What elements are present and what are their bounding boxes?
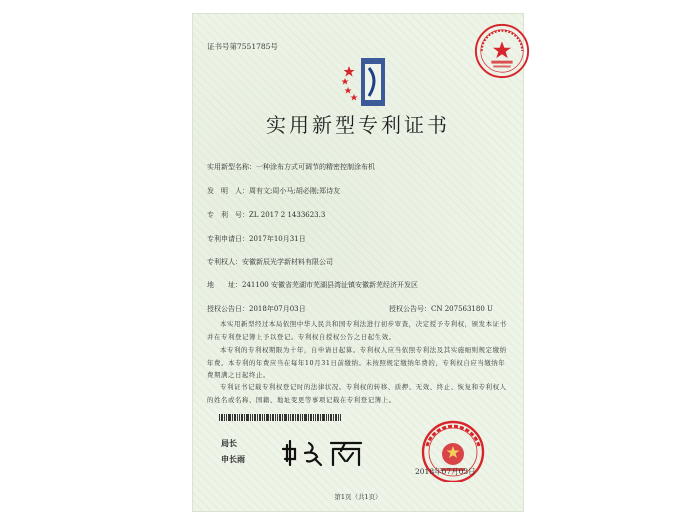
patent-office-seal-icon [473,22,531,80]
address-value: 241100 安徽省芜湖市芜湖县湾沚镇安徽新芜经济开发区 [242,281,418,289]
grant-date-label: 授权公告日： [207,305,249,313]
filing-date-row [207,234,306,244]
certificate-sheet [193,14,523,511]
director-title: 局长 [221,439,237,448]
patent-number-label: 专 利 号： [207,211,249,219]
inventor-row [207,186,340,196]
inventor-label: 发 明 人： [207,187,249,195]
patentee-row [207,257,333,267]
handwritten-signature-icon [281,437,366,469]
filing-date-value: 2017年10月31日 [249,235,306,243]
utility-model-name-value: 一种涂布方式可调节的精密控制涂布机 [256,163,375,171]
seal-date: 2018年07月03日 [415,467,476,476]
address-row [207,280,418,290]
patent-office-emblem-icon [339,54,389,110]
utility-model-name-row [207,162,375,172]
address-label: 地 址： [207,281,242,289]
paragraph-grant-statement: 本实用新型经过本局依照中华人民共和国专利法进行初步审查，决定授予专利权，颁发本证书并在专利登记簿上予以登记。专利权自授权公告之日起生效。 [207,320,507,341]
page-footer: 第1页（共1页） [334,493,382,501]
announcement-number-value: CN 207563180 U [431,305,493,313]
grant-date-row [207,304,306,314]
certificate-title: 实用新型专利证书 [266,113,450,137]
paragraph-legal-status: 专利证书记载专利权登记时的法律状况。专利权的转移、质押、无效、终止、恢复和专利权人的姓名或名称、国籍、地址变更等事项记载在专利登记簿上。 [207,383,507,404]
patent-number-value: ZL 2017 2 1433623.3 [249,211,326,219]
announcement-number-label: 授权公告号： [389,305,431,313]
filing-date-label: 专利申请日： [207,235,249,243]
paragraph-term-and-fees: 本专利的专利权期限为十年，自申请日起算。专利权人应当依照专利法及其实施细则规定缴纳年费。本专利的年费应当在每年10月31日前缴纳。未按照规定缴纳年费的，专利权自应当缴纳年费期满之日起终止。 [207,346,507,379]
barcode [219,414,341,421]
director-name: 申长雨 [221,455,245,464]
patentee-label: 专利权人： [207,258,242,266]
utility-model-name-label: 实用新型名称： [207,163,256,171]
patent-number-row [207,210,325,220]
inventor-value: 周有文;周小马;胡必刚;郑诗友 [249,187,341,195]
patentee-value: 安徽新辰光学新材料有限公司 [242,258,333,266]
grant-date-value: 2018年07月03日 [249,305,306,313]
certificate-number: 证书号第7551785号 [207,42,278,51]
announcement-number-row [389,304,493,314]
